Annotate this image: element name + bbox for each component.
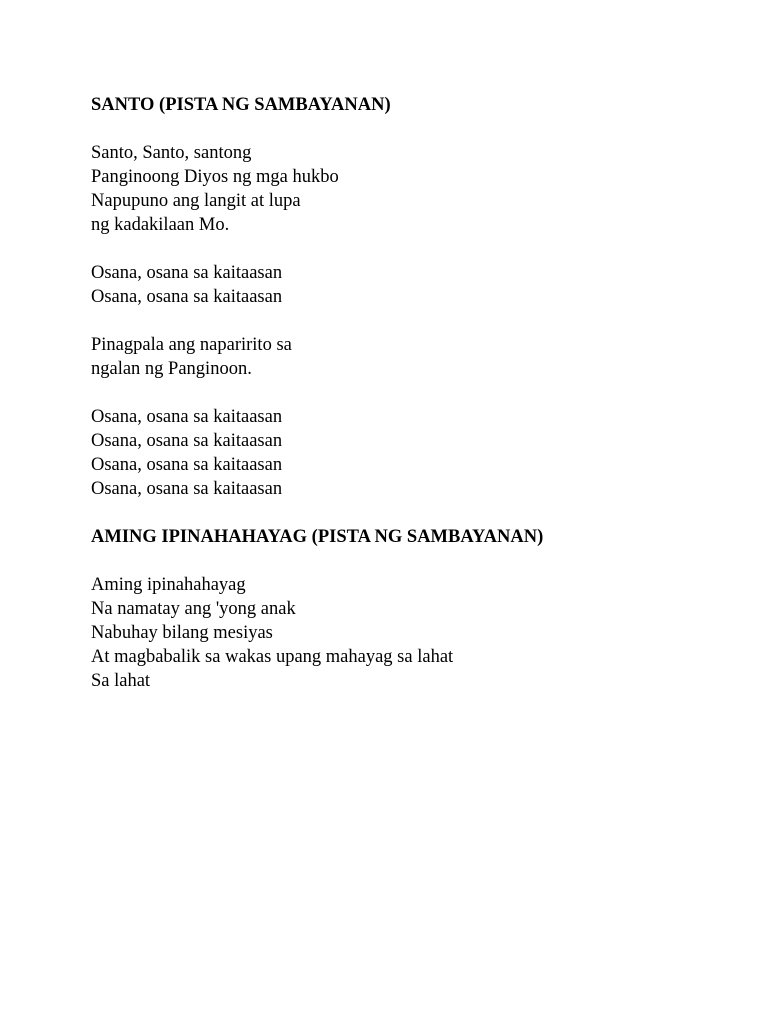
document-page	[91, 93, 731, 693]
lyric-line: Nabuhay bilang mesiyas	[91, 623, 273, 643]
lyric-line: At magbabalik sa wakas upang mahayag sa lahat	[91, 647, 454, 667]
lyric-line: Santo, Santo, santong	[91, 143, 252, 163]
lyric-line: Osana, osana sa kaitaasan	[91, 287, 283, 307]
lyric-line: Osana, osana sa kaitaasan	[91, 479, 283, 499]
lyric-line: Na namatay ang 'yong anak	[91, 599, 296, 619]
blank-line	[91, 309, 731, 333]
lyric-line: Panginoong Diyos ng mga hukbo	[91, 167, 339, 187]
lyric-line: Napupuno ang langit at lupa	[91, 191, 301, 211]
song-title-santo: SANTO (PISTA NG SAMBAYANAN)	[91, 95, 391, 115]
blank-line	[91, 501, 731, 525]
song-title-aming-ipinahahayag: AMING IPINAHAHAYAG (PISTA NG SAMBAYANAN)	[91, 527, 544, 547]
lyric-line: Sa lahat	[91, 671, 151, 691]
lyric-line: Osana, osana sa kaitaasan	[91, 407, 283, 427]
lyric-line: ng kadakilaan Mo.	[91, 215, 230, 235]
blank-line	[91, 117, 731, 141]
blank-line	[91, 237, 731, 261]
lyric-line: Osana, osana sa kaitaasan	[91, 431, 283, 451]
lyric-line: Osana, osana sa kaitaasan	[91, 455, 283, 475]
lyric-line: ngalan ng Panginoon.	[91, 359, 252, 379]
lyric-line: Aming ipinahahayag	[91, 575, 246, 595]
lyric-line: Pinagpala ang naparirito sa	[91, 335, 292, 355]
lyric-line: Osana, osana sa kaitaasan	[91, 263, 283, 283]
blank-line	[91, 549, 731, 573]
blank-line	[91, 381, 731, 405]
